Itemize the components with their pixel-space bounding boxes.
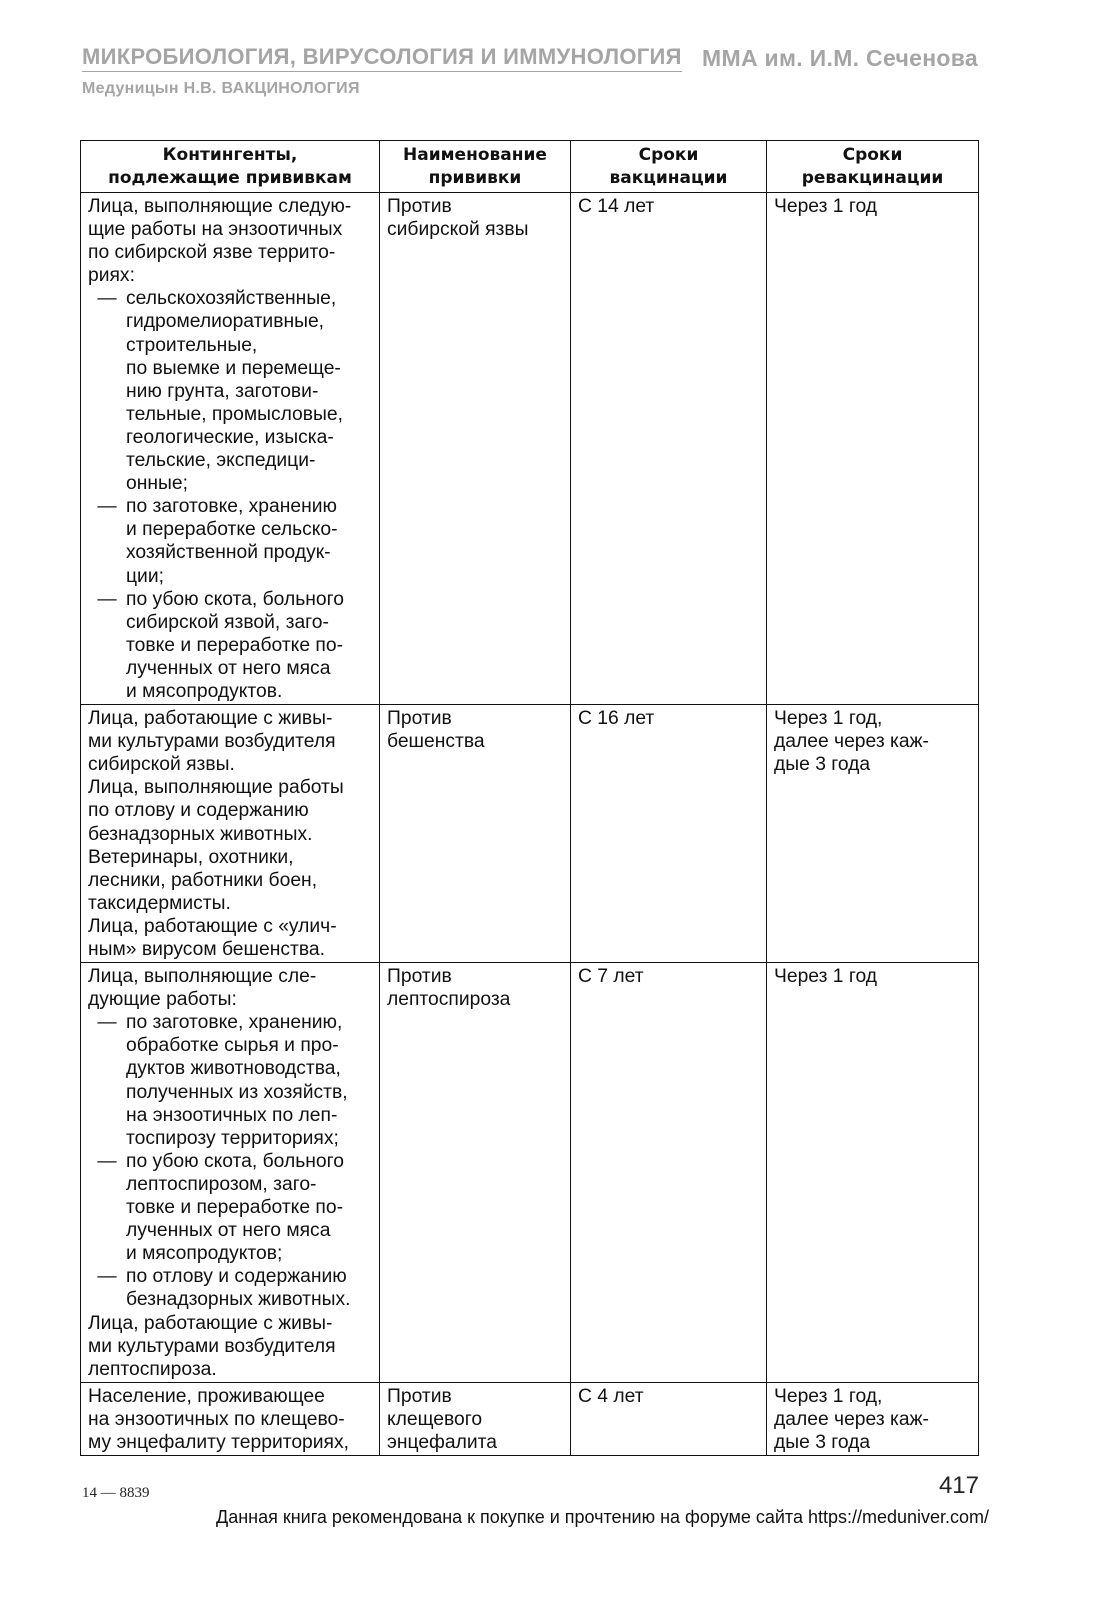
- contingent-cell: [81, 705, 380, 963]
- text-line: бешенства: [387, 731, 485, 753]
- text-line: по отлову и содержанию: [126, 1266, 347, 1288]
- text-line: дые 3 года: [774, 754, 871, 776]
- text-line: Лица, работающие с живы-: [88, 708, 333, 730]
- text-line: ции;: [126, 565, 164, 587]
- paragraph: [88, 195, 373, 287]
- header-revaccination-terms: [767, 141, 979, 193]
- text-line: Против: [387, 196, 452, 217]
- text-line: нию грунта, заготови-: [126, 380, 319, 402]
- text-line: Через 1 год: [774, 966, 878, 988]
- bullet-text: [126, 1011, 373, 1150]
- text-line: Через 1 год,: [774, 1385, 883, 1407]
- text-line: безнадзорных животных.: [126, 1289, 351, 1311]
- book-series-title: МИКРОБИОЛОГИЯ, ВИРУСОЛОГИЯ И ИММУНОЛОГИЯ: [82, 44, 682, 72]
- bullet-dash: —: [97, 588, 117, 610]
- text-line: безнадзорных животных.: [88, 823, 313, 845]
- revaccination-cell: [767, 963, 979, 1383]
- table-row: [81, 705, 979, 963]
- bullet-dash: —: [97, 1012, 117, 1034]
- table-row: [81, 193, 979, 705]
- bullet-item: [88, 1265, 373, 1311]
- bullet-dash: —: [97, 1266, 117, 1288]
- text-line: полученных из хозяйств,: [126, 1081, 348, 1103]
- text-line: Через 1 год: [774, 196, 878, 217]
- table-header-row: [81, 141, 979, 193]
- paragraph: [88, 707, 373, 776]
- text-line: сельскохозяйственные,: [126, 288, 337, 310]
- vaccine-name-cell: [380, 1382, 571, 1455]
- text-line: на энзоотичных по клещево-: [88, 1408, 345, 1430]
- text-line: строительные,: [126, 334, 258, 356]
- text-line: Ветеринары, охотники,: [88, 846, 294, 868]
- paragraph: [88, 1385, 373, 1454]
- text-line: по заготовке, хранению,: [126, 1012, 343, 1034]
- bullet-item: [88, 1150, 373, 1265]
- bullet-text: [126, 1265, 373, 1311]
- bullet-item: [88, 1011, 373, 1150]
- footer-notice: Данная книга рекомендована к покупке и прочтению на форуме сайта https://meduniver.com/: [216, 1507, 990, 1527]
- text-line: и мясопродуктов.: [126, 680, 283, 702]
- text-line: Лица, выполняющие сле-: [88, 966, 317, 988]
- text-line: лептоспирозом, заго-: [126, 1173, 317, 1195]
- text-line: Против: [387, 708, 452, 730]
- text-line: клещевого: [387, 1408, 483, 1430]
- paragraph: [88, 846, 373, 915]
- text-line: ным» вирусом бешенства.: [88, 939, 325, 960]
- text-line: по сибирской язве террито-: [88, 242, 336, 264]
- text-line: таксидермисты.: [88, 892, 231, 914]
- header-vaccination-age: [571, 141, 767, 193]
- vaccination-age-cell: [571, 193, 767, 705]
- text-line: Наименование: [403, 145, 547, 165]
- bullet-text: [126, 1150, 373, 1265]
- bullet-text: [126, 495, 373, 587]
- print-signature: 14 — 8839: [82, 1485, 150, 1501]
- paragraph: [88, 776, 373, 845]
- text-line: щие работы на энзоотичных: [88, 219, 343, 241]
- text-line: и переработке сельско-: [126, 519, 338, 541]
- contingent-cell: [81, 193, 380, 705]
- text-line: тельные, промысловые,: [126, 403, 343, 425]
- text-line: лученных от него мяса: [126, 1220, 331, 1242]
- text-line: по отлову и содержанию: [88, 800, 309, 822]
- revaccination-cell: [767, 1382, 979, 1455]
- text-line: прививки: [428, 168, 522, 188]
- text-line: лученных от него мяса: [126, 657, 331, 679]
- vaccine-name-cell: [380, 193, 571, 705]
- text-line: С 7 лет: [578, 966, 644, 988]
- text-line: ми культурами возбудителя: [88, 731, 336, 753]
- text-line: Сроки: [638, 145, 699, 165]
- bullet-dash: —: [97, 1150, 117, 1172]
- header-contingents: [81, 141, 380, 193]
- text-line: Лица, работающие с живы-: [88, 1312, 333, 1334]
- table-row: [81, 1382, 979, 1455]
- text-line: Лица, выполняющие работы: [88, 777, 344, 799]
- text-line: товке и переработке по-: [126, 634, 343, 656]
- text-line: по убою скота, больного: [126, 1150, 344, 1172]
- text-line: сибирской язвы.: [88, 754, 235, 776]
- text-line: лептоспироза: [387, 989, 511, 1011]
- text-line: на энзоотичных по леп-: [126, 1104, 338, 1126]
- text-line: по убою скота, больного: [126, 588, 344, 610]
- bullet-item: [88, 588, 373, 703]
- text-line: обработке сырья и про-: [126, 1035, 339, 1057]
- bullet-item: [88, 495, 373, 587]
- text-line: лесники, работники боен,: [88, 869, 318, 891]
- text-line: С 4 лет: [578, 1385, 644, 1407]
- text-line: тельские, экспедици-: [126, 450, 316, 472]
- bullet-item: [88, 287, 373, 495]
- header-vaccine-name: [380, 141, 571, 193]
- contingent-cell: [81, 963, 380, 1383]
- text-line: вакцинации: [609, 168, 728, 188]
- text-line: Сроки: [842, 145, 903, 165]
- text-line: тоспирозу территориях;: [126, 1127, 339, 1149]
- paragraph: [88, 915, 373, 961]
- paragraph: [88, 1312, 373, 1381]
- text-line: Лица, выполняющие следую-: [88, 196, 352, 217]
- paragraph: [88, 965, 373, 1011]
- text-line: Лица, работающие с «улич-: [88, 915, 337, 937]
- text-line: онные;: [126, 473, 188, 495]
- text-line: хозяйственной продук-: [126, 542, 331, 564]
- text-line: сибирской язвой, заго-: [126, 611, 329, 633]
- vaccination-age-cell: [571, 1382, 767, 1455]
- text-line: дующие работы:: [88, 989, 237, 1011]
- text-line: товке и переработке по-: [126, 1197, 343, 1219]
- bullet-dash: —: [97, 288, 117, 310]
- vaccination-table: [80, 140, 979, 1456]
- text-line: риях:: [88, 265, 135, 287]
- bullet-text: [126, 588, 373, 703]
- bullet-dash: —: [97, 496, 117, 518]
- text-line: Контингенты,: [162, 145, 298, 165]
- vaccine-name-cell: [380, 963, 571, 1383]
- text-line: дуктов животноводства,: [126, 1058, 341, 1080]
- text-line: дые 3 года: [774, 1431, 871, 1453]
- text-line: далее через каж-: [774, 1408, 929, 1430]
- table-row: [81, 963, 979, 1383]
- text-line: и мясопродуктов;: [126, 1243, 283, 1265]
- page-number: 417: [938, 1472, 979, 1499]
- revaccination-cell: [767, 705, 979, 963]
- publisher-name: ММА им. И.М. Сеченова: [702, 45, 978, 71]
- vaccine-name-cell: [380, 705, 571, 963]
- text-line: ревакцинации: [801, 168, 944, 188]
- text-line: Против: [387, 1385, 452, 1407]
- text-line: С 14 лет: [578, 196, 655, 217]
- bullet-text: [126, 287, 373, 495]
- text-line: Население, проживающее: [88, 1385, 325, 1407]
- text-line: энцефалита: [387, 1431, 497, 1453]
- text-line: гидромелиоративные,: [126, 311, 325, 333]
- vaccination-age-cell: [571, 963, 767, 1383]
- text-line: С 16 лет: [578, 708, 655, 730]
- text-line: по выемке и перемеще-: [126, 357, 341, 379]
- text-line: далее через каж-: [774, 731, 929, 753]
- text-line: Через 1 год,: [774, 708, 883, 730]
- text-line: Против: [387, 966, 452, 988]
- running-head: [82, 44, 978, 98]
- text-line: по заготовке, хранению: [126, 496, 338, 518]
- text-line: ми культурами возбудителя: [88, 1335, 336, 1357]
- text-line: му энцефалиту территориях,: [88, 1431, 349, 1453]
- revaccination-cell: [767, 193, 979, 705]
- text-line: подлежащие прививкам: [108, 168, 352, 188]
- vaccination-age-cell: [571, 705, 767, 963]
- contingent-cell: [81, 1382, 380, 1455]
- text-line: лептоспироза.: [88, 1358, 217, 1380]
- author-and-title: Медуницын Н.В. ВАКЦИНОЛОГИЯ: [82, 80, 360, 97]
- text-line: геологические, изыска-: [126, 426, 334, 448]
- text-line: сибирской язвы: [387, 219, 529, 241]
